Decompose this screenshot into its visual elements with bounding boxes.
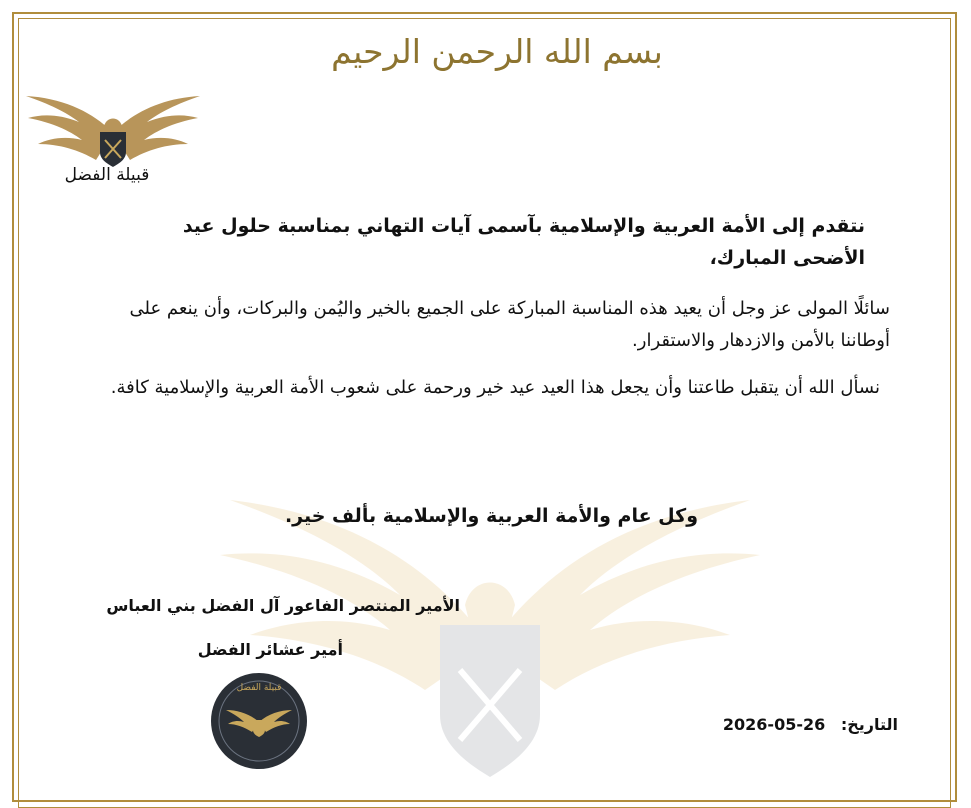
wish-paragraph: سائلًا المولى عز وجل أن يعيد هذه المناسبة المباركة على الجميع بالخير واليُمن والبركات، وأن ينعم على أوطاننا بالأمن والازدهار والاستقرار. xyxy=(129,298,890,351)
tribe-seal-icon xyxy=(210,672,308,770)
prayer-paragraph: نسأل الله أن يتقبل طاعتنا وأن يجعل هذا العيد عيد خير ورحمة على شعوب الأمة العربية والإسلامية كافة. xyxy=(110,377,880,398)
seal-text: قبيلة الفضل xyxy=(236,683,282,693)
date-row xyxy=(680,715,898,734)
signatory-title: أمير عشائر الفضل xyxy=(197,640,343,659)
date-label: التاريخ: xyxy=(840,715,898,734)
logo-caption: قبيلة الفضل xyxy=(64,165,150,185)
date-value: 2026-05-26 xyxy=(722,715,826,734)
signatory-name: الأمير المنتصر الفاعور آل الفضل بني العباس xyxy=(106,596,460,615)
greeting-paragraph: نتقدم إلى الأمة العربية والإسلامية بآسمى آيات التهاني بمناسبة حلول عيد الأضحى المبارك، xyxy=(182,215,865,269)
basmala-heading: بسم الله الرحمن الرحيم xyxy=(331,32,663,71)
closing-line: وكل عام والأمة العربية والإسلامية بألف خير. xyxy=(284,505,698,527)
